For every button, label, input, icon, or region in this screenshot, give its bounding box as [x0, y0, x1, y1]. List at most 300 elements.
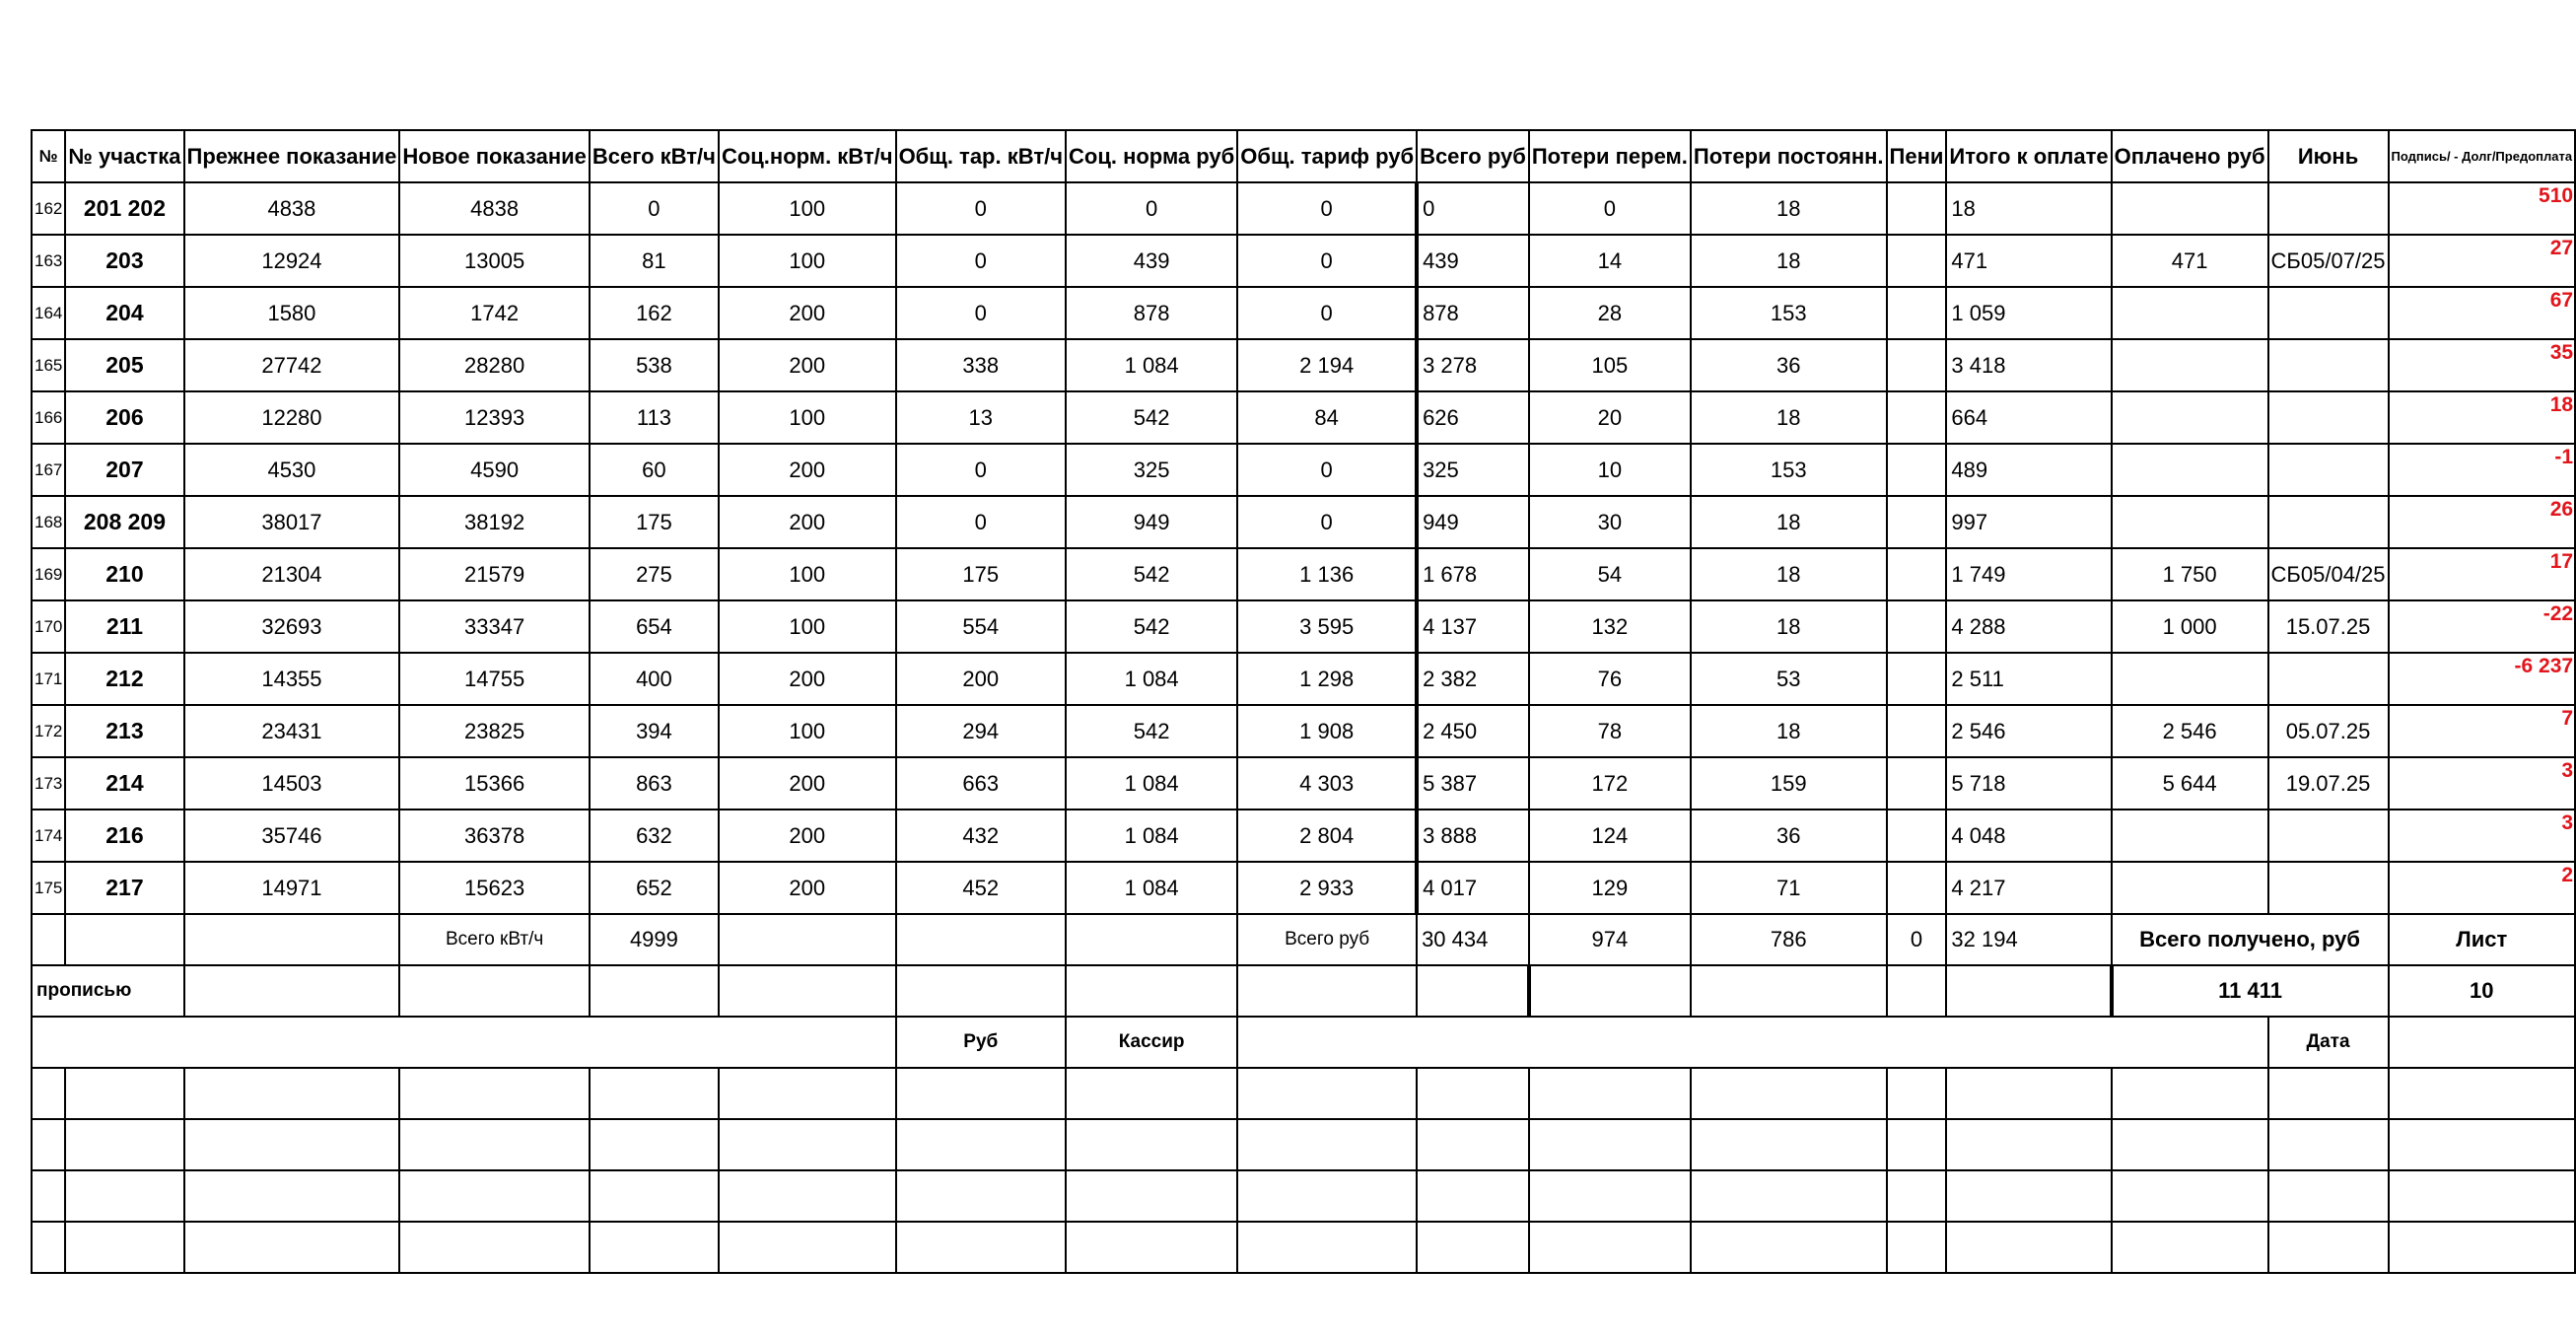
cell-new: 36378: [399, 810, 590, 862]
total-rub-label: Всего руб: [1237, 914, 1417, 965]
cell-loss-const: 53: [1691, 653, 1887, 705]
blank-cell: [1529, 1170, 1691, 1222]
cell-soc-kwh: 200: [719, 444, 896, 496]
cell-kwh: 652: [590, 862, 719, 914]
total-penalty: 0: [1887, 914, 1947, 965]
cashier-row: [32, 1017, 2575, 1068]
cell-prev: 4838: [184, 182, 400, 235]
cell-total-rub: 2 450: [1417, 705, 1529, 757]
cell-gen-kwh: 294: [896, 705, 1066, 757]
cell-loss-var: 105: [1529, 339, 1691, 391]
cell-n: 167: [32, 444, 65, 496]
cell-penalty: [1887, 548, 1947, 600]
received-label: Всего получено, руб: [2112, 914, 2389, 965]
sheet-label: Лист: [2389, 914, 2576, 965]
blank-cell: [1946, 1068, 2111, 1119]
cell-loss-var: 54: [1529, 548, 1691, 600]
rub-label: Руб: [896, 1017, 1066, 1068]
cell-june: СБ05/07/25: [2268, 235, 2389, 287]
total-due: 32 194: [1946, 914, 2111, 965]
cell-june: [2268, 810, 2389, 862]
blank-cell: [590, 1170, 719, 1222]
cell-loss-const: 159: [1691, 757, 1887, 810]
cell-debt: 2: [2389, 862, 2576, 914]
blank-cell: [1887, 1222, 1947, 1273]
cell-gen-rub: 0: [1237, 444, 1417, 496]
empty-cell: [399, 965, 590, 1017]
cell-n: 168: [32, 496, 65, 548]
cell-soc-rub: 542: [1066, 600, 1237, 653]
cell-plot: 217: [65, 862, 183, 914]
total-loss-var: 974: [1529, 914, 1691, 965]
cell-paid: 1 750: [2112, 548, 2268, 600]
cell-penalty: [1887, 653, 1947, 705]
cell-june: [2268, 862, 2389, 914]
empty-cell: [590, 965, 719, 1017]
cell-kwh: 275: [590, 548, 719, 600]
cell-june: [2268, 182, 2389, 235]
blank-cell: [65, 1068, 183, 1119]
empty-cell: [1529, 965, 1691, 1017]
cell-debt: -1: [2389, 444, 2576, 496]
cell-due: 4 217: [1946, 862, 2111, 914]
empty-cell: [1887, 965, 1947, 1017]
cell-june: 19.07.25: [2268, 757, 2389, 810]
cell-total-rub: 878: [1417, 287, 1529, 339]
table-row: [32, 757, 2575, 810]
cell-soc-rub: 1 084: [1066, 757, 1237, 810]
cell-gen-kwh: 452: [896, 862, 1066, 914]
table-row: [32, 182, 2575, 235]
cell-soc-kwh: 100: [719, 705, 896, 757]
blank-cell: [1066, 1222, 1237, 1273]
cell-kwh: 394: [590, 705, 719, 757]
table-row: [32, 339, 2575, 391]
cell-gen-kwh: 338: [896, 339, 1066, 391]
cell-kwh: 538: [590, 339, 719, 391]
blank-cell: [2389, 1170, 2576, 1222]
cell-total-rub: 5 387: [1417, 757, 1529, 810]
blank-cell: [399, 1119, 590, 1170]
column-header: Подпись/ - Долг/Предоплата: [2389, 130, 2576, 182]
cell-n: 163: [32, 235, 65, 287]
empty-cell: [1066, 965, 1237, 1017]
cell-prev: 27742: [184, 339, 400, 391]
empty-cell: [1691, 965, 1887, 1017]
cell-soc-kwh: 100: [719, 600, 896, 653]
cell-plot: 216: [65, 810, 183, 862]
cell-kwh: 113: [590, 391, 719, 444]
cell-penalty: [1887, 600, 1947, 653]
blank-cell: [896, 1068, 1066, 1119]
cell-due: 3 418: [1946, 339, 2111, 391]
total-rub: 30 434: [1417, 914, 1529, 965]
cell-total-rub: 439: [1417, 235, 1529, 287]
cell-prev: 14355: [184, 653, 400, 705]
cell-gen-rub: 3 595: [1237, 600, 1417, 653]
column-header: Пени: [1887, 130, 1947, 182]
blank-row: [32, 1170, 2575, 1222]
cell-soc-rub: 949: [1066, 496, 1237, 548]
blank-cell: [2112, 1222, 2268, 1273]
cell-n: 170: [32, 600, 65, 653]
cell-prev: 35746: [184, 810, 400, 862]
cell-soc-rub: 1 084: [1066, 653, 1237, 705]
column-header: Соц. норма руб: [1066, 130, 1237, 182]
cell-loss-var: 0: [1529, 182, 1691, 235]
cell-new: 28280: [399, 339, 590, 391]
cell-total-rub: 1 678: [1417, 548, 1529, 600]
cell-loss-const: 18: [1691, 548, 1887, 600]
sheet-number: 10: [2389, 965, 2576, 1017]
blank-cell: [2268, 1222, 2389, 1273]
cell-paid: [2112, 287, 2268, 339]
cell-penalty: [1887, 862, 1947, 914]
cell-new: 13005: [399, 235, 590, 287]
cell-gen-kwh: 200: [896, 653, 1066, 705]
cell-gen-rub: 2 933: [1237, 862, 1417, 914]
cell-total-rub: 325: [1417, 444, 1529, 496]
cashier-label: Кассир: [1066, 1017, 1237, 1068]
table-row: [32, 548, 2575, 600]
blank-cell: [1946, 1119, 2111, 1170]
empty-cell: [719, 914, 896, 965]
empty-cell: [184, 965, 400, 1017]
cell-total-rub: 0: [1417, 182, 1529, 235]
table-row: [32, 235, 2575, 287]
blank-cell: [399, 1068, 590, 1119]
cell-due: 2 546: [1946, 705, 2111, 757]
blank-cell: [1417, 1119, 1529, 1170]
cell-gen-rub: 4 303: [1237, 757, 1417, 810]
cell-loss-var: 20: [1529, 391, 1691, 444]
cell-penalty: [1887, 182, 1947, 235]
cell-gen-rub: 1 136: [1237, 548, 1417, 600]
cell-paid: [2112, 339, 2268, 391]
empty-cell: [719, 965, 896, 1017]
cell-loss-var: 30: [1529, 496, 1691, 548]
cell-due: 1 059: [1946, 287, 2111, 339]
empty-cell: [2389, 1017, 2576, 1068]
empty-cell: [1237, 965, 1417, 1017]
cell-soc-rub: 1 084: [1066, 339, 1237, 391]
cell-n: 171: [32, 653, 65, 705]
cell-loss-var: 132: [1529, 600, 1691, 653]
cell-soc-kwh: 100: [719, 182, 896, 235]
header-row: [32, 130, 2575, 182]
cell-new: 33347: [399, 600, 590, 653]
cell-n: 166: [32, 391, 65, 444]
cell-due: 18: [1946, 182, 2111, 235]
cell-kwh: 400: [590, 653, 719, 705]
cell-debt: 35: [2389, 339, 2576, 391]
blank-cell: [2112, 1119, 2268, 1170]
cell-penalty: [1887, 287, 1947, 339]
blank-cell: [1691, 1068, 1887, 1119]
cell-debt: 510: [2389, 182, 2576, 235]
cell-gen-kwh: 0: [896, 182, 1066, 235]
cell-plot: 201 202: [65, 182, 183, 235]
empty-cell: [32, 914, 65, 965]
cell-total-rub: 626: [1417, 391, 1529, 444]
cell-gen-kwh: 0: [896, 496, 1066, 548]
cell-prev: 12924: [184, 235, 400, 287]
cell-loss-const: 153: [1691, 444, 1887, 496]
cell-gen-rub: 1 908: [1237, 705, 1417, 757]
column-header: №: [32, 130, 65, 182]
blank-cell: [399, 1222, 590, 1273]
cell-kwh: 654: [590, 600, 719, 653]
cell-june: [2268, 653, 2389, 705]
blank-cell: [1691, 1119, 1887, 1170]
blank-cell: [399, 1170, 590, 1222]
blank-cell: [590, 1119, 719, 1170]
blank-cell: [896, 1222, 1066, 1273]
empty-cell: [896, 914, 1066, 965]
cell-prev: 4530: [184, 444, 400, 496]
cell-soc-rub: 542: [1066, 391, 1237, 444]
cell-kwh: 60: [590, 444, 719, 496]
cell-loss-var: 14: [1529, 235, 1691, 287]
blank-cell: [1887, 1068, 1947, 1119]
cell-loss-const: 18: [1691, 391, 1887, 444]
in-words-label: прописью: [32, 965, 184, 1017]
cell-soc-kwh: 200: [719, 757, 896, 810]
blank-cell: [896, 1119, 1066, 1170]
cell-new: 4590: [399, 444, 590, 496]
cell-soc-rub: 542: [1066, 548, 1237, 600]
blank-cell: [32, 1222, 65, 1273]
cell-due: 664: [1946, 391, 2111, 444]
cell-n: 165: [32, 339, 65, 391]
cell-soc-kwh: 200: [719, 339, 896, 391]
table-row: [32, 287, 2575, 339]
column-header: Общ. тар. кВт/ч: [896, 130, 1066, 182]
cell-paid: [2112, 653, 2268, 705]
blank-row: [32, 1068, 2575, 1119]
cell-june: [2268, 287, 2389, 339]
blank-cell: [719, 1068, 896, 1119]
cell-penalty: [1887, 235, 1947, 287]
words-row: [32, 965, 2575, 1017]
cell-plot: 214: [65, 757, 183, 810]
cell-penalty: [1887, 391, 1947, 444]
cell-soc-kwh: 200: [719, 287, 896, 339]
blank-row: [32, 1222, 2575, 1273]
cell-soc-kwh: 200: [719, 496, 896, 548]
cell-due: 4 288: [1946, 600, 2111, 653]
cell-prev: 14971: [184, 862, 400, 914]
cell-new: 12393: [399, 391, 590, 444]
cell-paid: [2112, 810, 2268, 862]
blank-cell: [184, 1222, 400, 1273]
cell-soc-kwh: 200: [719, 810, 896, 862]
cell-new: 38192: [399, 496, 590, 548]
cell-total-rub: 2 382: [1417, 653, 1529, 705]
blank-cell: [1417, 1170, 1529, 1222]
billing-sheet: [31, 129, 2576, 1274]
cell-due: 4 048: [1946, 810, 2111, 862]
blank-cell: [1529, 1068, 1691, 1119]
cell-soc-rub: 542: [1066, 705, 1237, 757]
blank-cell: [2389, 1068, 2576, 1119]
cell-prev: 38017: [184, 496, 400, 548]
cell-debt: -6 237: [2389, 653, 2576, 705]
cell-n: 173: [32, 757, 65, 810]
total-kwh: 4999: [590, 914, 719, 965]
cell-plot: 204: [65, 287, 183, 339]
column-header: Июнь: [2268, 130, 2389, 182]
cell-paid: 5 644: [2112, 757, 2268, 810]
cell-soc-rub: 878: [1066, 287, 1237, 339]
blank-cell: [719, 1222, 896, 1273]
cell-plot: 208 209: [65, 496, 183, 548]
cell-gen-kwh: 0: [896, 287, 1066, 339]
blank-cell: [1237, 1170, 1417, 1222]
cell-loss-const: 18: [1691, 705, 1887, 757]
table-row: [32, 600, 2575, 653]
cell-gen-kwh: 13: [896, 391, 1066, 444]
cell-prev: 32693: [184, 600, 400, 653]
table-row: [32, 705, 2575, 757]
cell-total-rub: 949: [1417, 496, 1529, 548]
blank-cell: [1066, 1170, 1237, 1222]
table-row: [32, 444, 2575, 496]
blank-cell: [1417, 1068, 1529, 1119]
cell-loss-var: 10: [1529, 444, 1691, 496]
cell-june: 05.07.25: [2268, 705, 2389, 757]
blank-cell: [590, 1222, 719, 1273]
blank-cell: [2268, 1170, 2389, 1222]
cell-soc-rub: 325: [1066, 444, 1237, 496]
blank-cell: [2389, 1119, 2576, 1170]
blank-cell: [2268, 1119, 2389, 1170]
cell-gen-kwh: 432: [896, 810, 1066, 862]
cell-n: 175: [32, 862, 65, 914]
blank-cell: [65, 1170, 183, 1222]
cell-new: 4838: [399, 182, 590, 235]
blank-cell: [1529, 1222, 1691, 1273]
cell-gen-rub: 2 804: [1237, 810, 1417, 862]
cell-debt: 67: [2389, 287, 2576, 339]
cell-gen-rub: 0: [1237, 182, 1417, 235]
cell-n: 174: [32, 810, 65, 862]
cell-plot: 213: [65, 705, 183, 757]
table-row: [32, 496, 2575, 548]
cell-gen-rub: 0: [1237, 496, 1417, 548]
cell-kwh: 162: [590, 287, 719, 339]
cashier-signature-cell: [1237, 1017, 2267, 1068]
blank-cell: [1529, 1119, 1691, 1170]
blank-cell: [719, 1119, 896, 1170]
cell-loss-var: 78: [1529, 705, 1691, 757]
blank-cell: [65, 1119, 183, 1170]
cell-june: 15.07.25: [2268, 600, 2389, 653]
blank-cell: [1946, 1170, 2111, 1222]
cell-loss-const: 18: [1691, 182, 1887, 235]
cell-plot: 211: [65, 600, 183, 653]
cell-due: 997: [1946, 496, 2111, 548]
blank-cell: [1237, 1068, 1417, 1119]
total-kwh-label: Всего кВт/ч: [399, 914, 590, 965]
cell-soc-kwh: 200: [719, 653, 896, 705]
cell-plot: 207: [65, 444, 183, 496]
table-row: [32, 391, 2575, 444]
blank-cell: [184, 1170, 400, 1222]
cell-due: 5 718: [1946, 757, 2111, 810]
cell-debt: 7: [2389, 705, 2576, 757]
cell-paid: [2112, 862, 2268, 914]
cell-june: [2268, 444, 2389, 496]
cell-penalty: [1887, 339, 1947, 391]
total-loss-const: 786: [1691, 914, 1887, 965]
empty-cell: [1946, 965, 2111, 1017]
blank-cell: [1417, 1222, 1529, 1273]
column-header: Новое показание: [399, 130, 590, 182]
cell-soc-rub: 439: [1066, 235, 1237, 287]
cell-loss-const: 18: [1691, 235, 1887, 287]
blank-cell: [2268, 1068, 2389, 1119]
cell-penalty: [1887, 810, 1947, 862]
cell-penalty: [1887, 496, 1947, 548]
cell-debt: 18: [2389, 391, 2576, 444]
cell-penalty: [1887, 705, 1947, 757]
cell-n: 169: [32, 548, 65, 600]
cell-kwh: 175: [590, 496, 719, 548]
table-row: [32, 653, 2575, 705]
cell-soc-rub: 1 084: [1066, 810, 1237, 862]
column-header: Всего руб: [1417, 130, 1529, 182]
blank-cell: [1066, 1119, 1237, 1170]
cell-loss-const: 18: [1691, 600, 1887, 653]
cell-gen-rub: 0: [1237, 287, 1417, 339]
cell-plot: 210: [65, 548, 183, 600]
cell-gen-kwh: 0: [896, 235, 1066, 287]
cell-due: 2 511: [1946, 653, 2111, 705]
cell-kwh: 0: [590, 182, 719, 235]
cell-prev: 23431: [184, 705, 400, 757]
cell-loss-const: 18: [1691, 496, 1887, 548]
cell-loss-var: 124: [1529, 810, 1691, 862]
cell-soc-rub: 1 084: [1066, 862, 1237, 914]
blank-cell: [1887, 1119, 1947, 1170]
cell-penalty: [1887, 444, 1947, 496]
cell-june: [2268, 496, 2389, 548]
cell-soc-rub: 0: [1066, 182, 1237, 235]
cell-gen-kwh: 0: [896, 444, 1066, 496]
cell-paid: 2 546: [2112, 705, 2268, 757]
table-row: [32, 810, 2575, 862]
cell-prev: 14503: [184, 757, 400, 810]
cell-due: 471: [1946, 235, 2111, 287]
column-header: № участка: [65, 130, 183, 182]
column-header: Прежнее показание: [184, 130, 400, 182]
cell-paid: [2112, 182, 2268, 235]
blank-cell: [32, 1119, 65, 1170]
blank-cell: [1237, 1119, 1417, 1170]
blank-cell: [590, 1068, 719, 1119]
empty-cell: [65, 914, 183, 965]
cell-plot: 203: [65, 235, 183, 287]
blank-cell: [896, 1170, 1066, 1222]
cell-loss-var: 76: [1529, 653, 1691, 705]
cell-june: [2268, 339, 2389, 391]
received-amount: 11 411: [2112, 965, 2389, 1017]
cell-prev: 21304: [184, 548, 400, 600]
cell-n: 162: [32, 182, 65, 235]
column-header: Соц.норм. кВт/ч: [719, 130, 896, 182]
cell-gen-rub: 1 298: [1237, 653, 1417, 705]
